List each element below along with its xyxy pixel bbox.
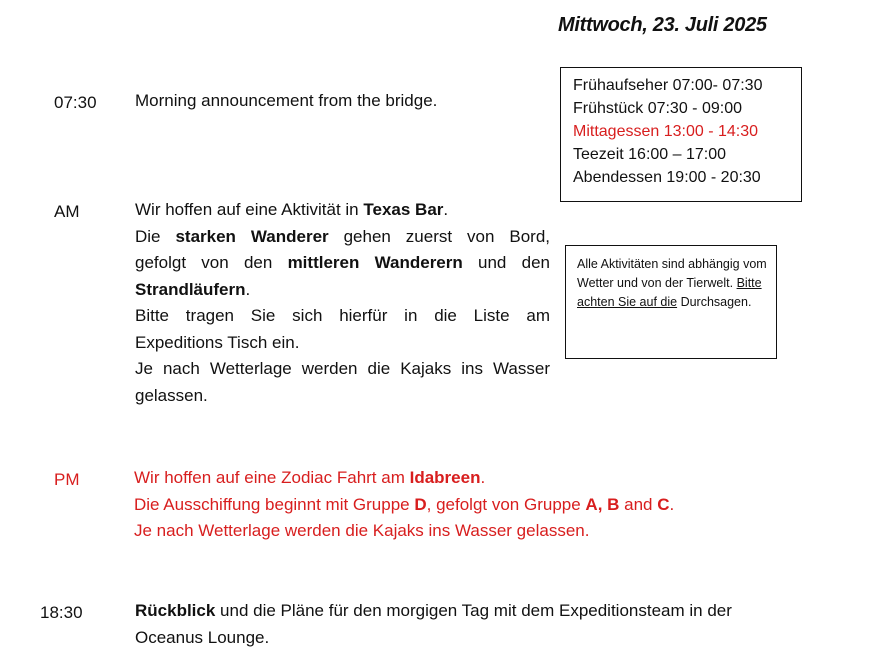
am-label: AM [54,202,80,221]
note-underlined-text: Bitte achten Sie auf die [577,276,762,309]
meal-teatime: Teezeit 16:00 – 17:00 [573,146,727,163]
pm-description [134,465,674,545]
evening-line-1-text: und die Pläne für den morgigen Tag mit dem Expeditionsteam in der [215,601,732,620]
am-line-3-end: und den [462,253,550,272]
evening-line-2: Oceanus Lounge. [135,627,270,647]
evening-description [135,598,732,651]
am-location: Texas Bar [363,200,444,219]
am-line-3-text: gefolgt von den [135,253,288,272]
pm-line-2 [134,492,674,519]
am-medium-hikers: mittleren Wanderern [287,253,463,272]
pm-line-2-text: Die Ausschiffung beginnt mit Gruppe [134,494,415,514]
am-line-4 [135,277,550,304]
am-strong-hikers: starken Wanderer [175,226,329,246]
meal-breakfast: Frühstück 07:30 - 09:00 [573,100,742,117]
pm-line-2-mid: , gefolgt von Gruppe [426,494,586,514]
am-line-6: Expeditions Tisch ein. [135,332,300,352]
pm-line-1 [134,465,674,492]
am-line-5: Bitte tragen Sie sich hierfür in die Liste am [135,306,550,325]
pm-group-first: D [414,494,427,514]
note-text-end: Durchsagen. [680,295,752,309]
weather-note-box [565,245,777,359]
note-text: Alle Aktivitäten sind abhängig vom Wetter und von der Tierwelt. [577,257,767,290]
am-line-3 [135,250,550,277]
am-line-2-end: gehen zuerst von Bord, [328,226,551,246]
am-line-2 [135,224,550,251]
am-description [135,197,550,409]
meal-dinner: Abendessen 19:00 - 20:30 [573,169,761,186]
pm-line-1-text: Wir hoffen auf eine Zodiac Fahrt am [134,468,410,487]
am-line-8: gelassen. [135,385,208,405]
meal-lunch: Mittagessen 13:00 - 14:30 [573,123,759,140]
evening-recap: Rückblick [135,601,216,620]
am-line-1-text: Wir hoffen auf eine Aktivität in [135,200,364,219]
am-beach-walkers: Strandläufern [135,279,246,299]
meal-early-riser: Frühaufseher 07:00- 07:30 [573,77,763,94]
pm-label: PM [54,470,80,489]
am-line-2-text: Die [135,226,176,246]
morning-time: 07:30 [54,93,97,112]
am-line-7: Je nach Wetterlage werden die Kajaks ins Wasser [135,359,550,378]
pm-line-2-end: . [669,494,675,514]
pm-location: Idabreen [409,468,481,487]
meal-times-box [560,67,802,202]
morning-announcement: Morning announcement from the bridge. [135,91,438,110]
pm-group-last: C [657,494,670,514]
am-line-1-end: . [443,200,449,219]
pm-line-2-and: and [619,494,658,514]
pm-line-3: Je nach Wetterlage werden die Kajaks ins Wasser gelassen. [134,521,590,540]
evening-time: 18:30 [40,603,83,622]
am-line-4-end: . [245,279,251,299]
page-date: Mittwoch, 23. Juli 2025 [558,14,767,36]
am-line-1 [135,197,550,224]
pm-line-1-end: . [480,468,486,487]
pm-group-second: A, B [585,494,620,514]
evening-line-1 [135,598,732,625]
